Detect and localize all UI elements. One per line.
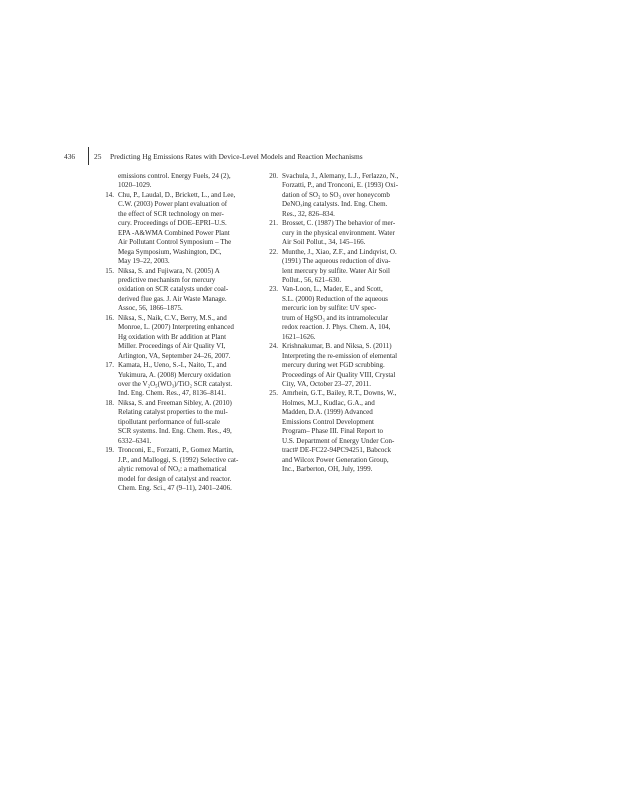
reference-number: 21. [269, 219, 278, 228]
reference-line: over the V₂O₅(WO₃)/TiO₂ SCR catalyst. [118, 379, 233, 388]
reference-number: 15. [105, 266, 114, 275]
reference-line: model for design of catalyst and reactor. [118, 474, 232, 483]
reference-line: mercury during wet FGD scrubbing. [282, 361, 385, 370]
reference-line: Miller. Proceedings of Air Quality VI, [118, 342, 226, 351]
reference-line: Res., 32, 826–834. [282, 209, 335, 218]
reference-line: J.P., and Malloggi, S. (1992) Selective cat- [118, 455, 239, 464]
reference-18 [98, 399, 260, 446]
reference-number: 17. [105, 361, 114, 370]
reference-line: Emissions Control Development [282, 417, 374, 426]
reference-line: Program– Phase III. Final Report to [282, 427, 383, 436]
reference-line: May 19–22, 2003. [118, 257, 170, 266]
reference-line: Air Soil Pollut., 34, 145–166. [282, 238, 366, 247]
reference-line: EPA -A&WMA Combined Power Plant [118, 228, 230, 237]
reference-line: Inc., Barberton, OH, July, 1999. [282, 465, 373, 474]
reference-line: Kamata, H., Ueno, S.-I., Naito, T., and [118, 361, 227, 370]
reference-line: SCR systems. Ind. Eng. Chem. Res., 49, [118, 427, 232, 436]
reference-number: 24. [269, 342, 278, 351]
reference-line: redox reaction. J. Phys. Chem. A, 104, [282, 323, 391, 332]
reference-line: Mega Symposium, Washington, DC, [118, 247, 222, 256]
references-left-column [98, 172, 260, 493]
reference-number: 18. [105, 398, 114, 407]
reference-number: 14. [105, 190, 114, 199]
reference-line: Air Pollutant Control Symposium – The [118, 238, 232, 247]
reference-line: predictive mechanism for mercury [118, 275, 216, 284]
chapter-title: Predicting Hg Emissions Rates with Device-Level Models and Reaction Mechanisms [110, 152, 363, 161]
reference-line: Brosset, C. (1987) The behavior of mer- [282, 219, 396, 228]
reference-20 [262, 172, 424, 219]
reference-line: Pollut., 56, 621–630. [282, 275, 342, 284]
reference-line: Interpreting the re-emission of elemental [282, 351, 398, 360]
reference-line: Amrhein, G.T., Bailey, R.T., Downs, W., [282, 389, 397, 398]
reference-line: mercuric ion by sulfite: UV spec- [282, 304, 377, 313]
reference-line: Chu, P., Laudal, D., Brickett, L., and Lee, [118, 190, 236, 199]
reference-17 [98, 361, 260, 399]
reference-line: and Wilcox Power Generation Group, [282, 455, 389, 464]
reference-line: Niksa, S., Naik, C.V., Berry, M.S., and [118, 313, 227, 322]
reference-line: dation of SO₂ to SO₃ over honeycomb [282, 190, 390, 199]
reference-line: tipollutant performance of full-scale [118, 417, 220, 426]
reference-line: Tronconi, E., Forzatti, P., Gomez Martin, [118, 446, 234, 455]
reference-line: Proceedings of Air Quality VIII, Crystal [282, 370, 396, 379]
reference-number: 16. [105, 313, 114, 322]
reference-line: Munthe, J., Xiao, Z.F., and Lindqvist, O. [282, 247, 397, 256]
reference-15 [98, 267, 260, 314]
reference-number: 22. [269, 247, 278, 256]
reference-25 [262, 389, 424, 474]
reference-line: tract# DE-FC22-94PC94251, Babcock [282, 446, 392, 455]
reference-line: oxidation on SCR catalysts under coal- [118, 285, 229, 294]
reference-21 [262, 219, 424, 247]
reference-16 [98, 314, 260, 361]
reference-line: City, VA, October 23–27, 2011. [282, 379, 372, 388]
reference-24 [262, 342, 424, 389]
page-number: 436 [64, 152, 76, 161]
reference-14 [98, 191, 260, 267]
reference-line: Madden, D.A. (1999) Advanced [282, 408, 373, 417]
chapter-number: 25 [94, 152, 102, 161]
reference-line: 1621–1626. [282, 332, 316, 341]
reference-line: 6332–6341. [118, 436, 152, 445]
running-header [64, 146, 524, 166]
reference-line: C.W. (2003) Power plant evaluation of [118, 200, 228, 209]
reference-line: (1991) The aqueous reduction of diva- [282, 257, 391, 266]
reference-line: Krishnakumar, B. and Niksa, S. (2011) [282, 342, 392, 351]
reference-22 [262, 248, 424, 286]
reference-line: alytic removal of NOₓ: a mathematical [118, 465, 227, 474]
reference-line: 1020–1029. [118, 181, 152, 190]
reference-line: trum of HgSO₃ and its intramolecular [282, 313, 388, 322]
reference-line: Niksa, S. and Fujiwara, N. (2005) A [118, 266, 220, 275]
reference-line: lent mercury by sulfite. Water Air Soil [282, 266, 390, 275]
reference-line: S.L. (2000) Reduction of the aqueous [282, 294, 388, 303]
reference-line: Forzatti, P., and Tronconi, E. (1993) Oxi- [282, 181, 399, 190]
reference-19 [98, 446, 260, 493]
reference-line: Yukimura, A. (2008) Mercury oxidation [118, 370, 231, 379]
reference-number: 25. [269, 389, 278, 398]
reference-23 [262, 285, 424, 342]
reference-line: U.S. Department of Energy Under Con- [282, 436, 395, 445]
reference-line: cury. Proceedings of DOE–EPRI–U.S. [118, 219, 227, 228]
reference-line: Chem. Eng. Sci., 47 (9–11), 2401–2406. [118, 483, 232, 492]
reference-line: the effect of SCR technology on mer- [118, 209, 224, 218]
header-divider [88, 147, 89, 165]
reference-line: Ind. Eng. Chem. Res., 47, 8136–8141. [118, 389, 227, 398]
reference-line: Holmes, M.J., Kudlac, G.A., and [282, 398, 375, 407]
reference-line: Monroe, L. (2007) Interpreting enhanced [118, 323, 234, 332]
reference-number: 19. [105, 446, 114, 455]
reference-number: 20. [269, 172, 278, 180]
reference-line: Arlington, VA, September 24–26, 2007. [118, 351, 231, 360]
reference-line: emissions control. Energy Fuels, 24 (2), [118, 172, 231, 180]
reference-line: Niksa, S. and Freeman Sibley, A. (2010) [118, 398, 232, 407]
reference-line: cury in the physical environment. Water [282, 228, 395, 237]
references-right-column [262, 172, 424, 475]
reference-line: Hg oxidation with Br addition at Plant [118, 332, 227, 341]
reference-continuation [98, 172, 260, 191]
reference-line: DeNOₓing catalysts. Ind. Eng. Chem. [282, 200, 388, 209]
reference-line: Assoc, 56, 1866–1875. [118, 304, 183, 313]
reference-line: Relating catalyst properties to the mul- [118, 408, 228, 417]
reference-number: 23. [269, 285, 278, 294]
reference-line: Svachula, J., Alemany, L.J., Ferlazzo, N., [282, 172, 399, 180]
reference-line: Van-Loon, L., Mader, E., and Scott, [282, 285, 383, 294]
reference-line: derived flue gas. J. Air Waste Manage. [118, 294, 227, 303]
